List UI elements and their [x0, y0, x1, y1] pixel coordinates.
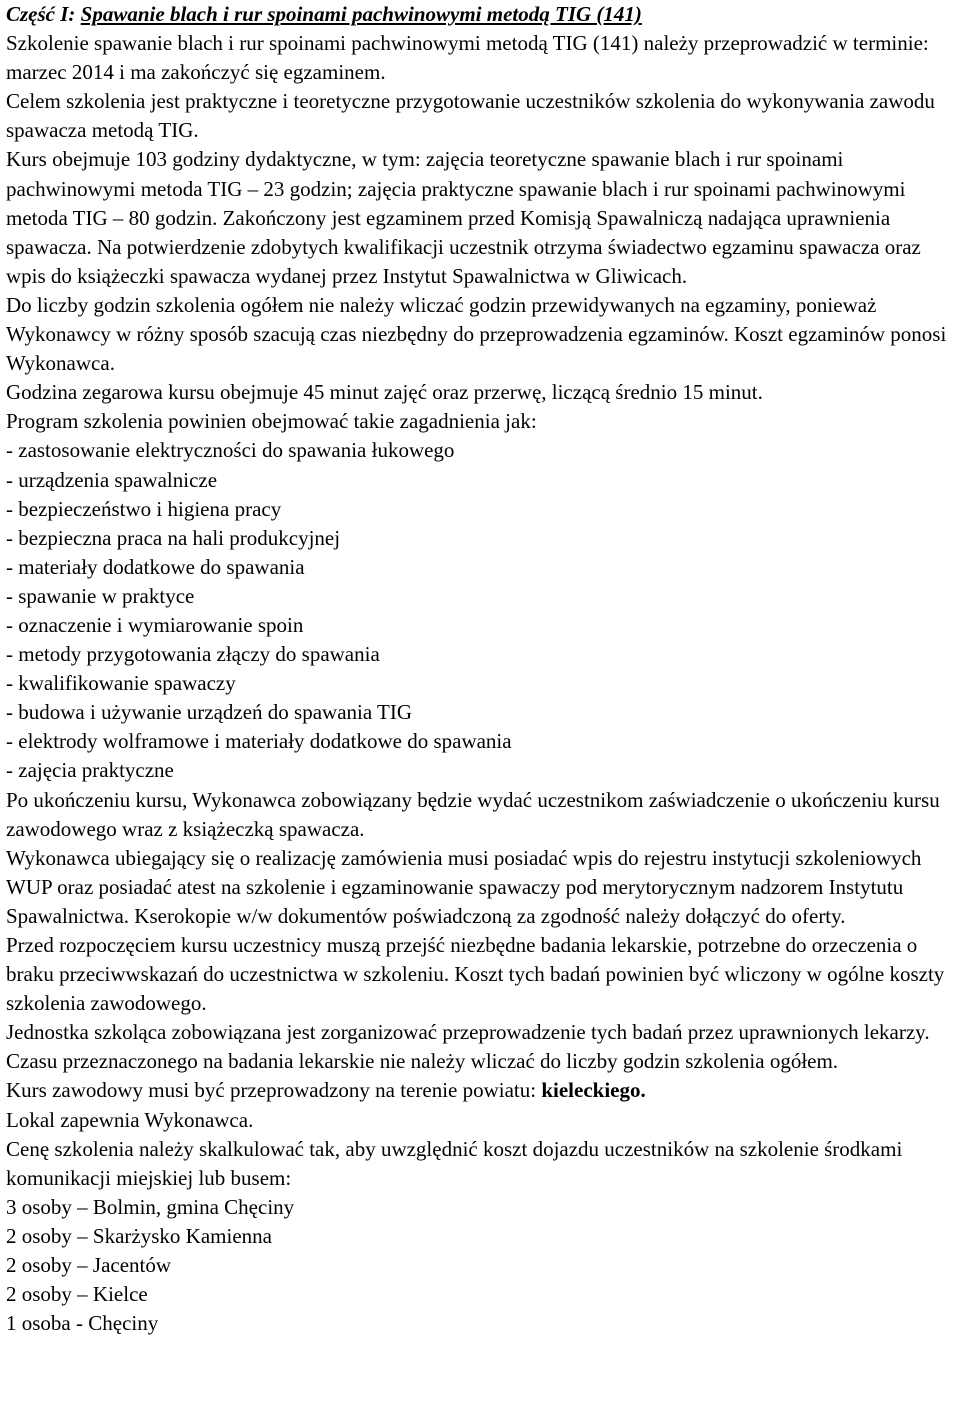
program-list-item: - kwalifikowanie spawaczy: [6, 671, 236, 696]
paragraph-schedule: Szkolenie spawanie blach i rur spoinami pachwinowymi metodą TIG (141) należy przeprowadzić w terminie: marzec 2014 i ma zakończyć się egzaminem.: [6, 31, 929, 85]
paragraph-exam-hours: Do liczby godzin szkolenia ogółem nie należy wliczać godzin przewidywanych na egzaminy, ponieważ Wykonawcy w różny sposób szacują czas niezbędny do przeprowadzenia egzaminów. Koszt egzaminów ponosi Wykonawca.: [6, 292, 947, 376]
program-list-item: - budowa i używanie urządzeń do spawania TIG: [6, 700, 413, 725]
location-county: kieleckiego.: [541, 1078, 646, 1103]
paragraph-requirements: Wykonawca ubiegający się o realizację zamówienia musi posiadać wpis do rejestru instytucji szkoleniowych WUP oraz posiadać atest na szkolenie i egzaminowanie spawaczy pod merytorycznym nadzorem Instytutu Spawalnictwa. Kserokopie w/w dokumentów poświadczoną za zgodność należy dołączyć do oferty.: [6, 845, 922, 928]
paragraph-travel-cost: Cenę szkolenia należy skalkulować tak, aby uwzględnić koszt dojazdu uczestników na szkolenie środkami komunikacji miejskiej lub busem:: [6, 1136, 903, 1190]
paragraph-goal: Celem szkolenia jest praktyczne i teoretyczne przygotowanie uczestników szkolenia do wykonywania zawodu spawacza metodą TIG.: [6, 89, 935, 143]
paragraph-clock-hour: Godzina zegarowa kursu obejmuje 45 minut zajęć oraz przerwę, liczącą średnio 15 minut.: [6, 380, 763, 405]
program-list-item: - metody przygotowania złączy do spawania: [6, 642, 380, 667]
paragraph-certificate: Po ukończeniu kursu, Wykonawca zobowiązany będzie wydać uczestnikom zaświadczenie o ukończeniu kursu zawodowego wraz z książeczką spawacza.: [6, 787, 940, 841]
location-text: Kurs zawodowy musi być przeprowadzony na terenie powiatu:: [6, 1078, 542, 1103]
participants-list-item: 2 osoby – Skarżysko Kamienna: [6, 1223, 272, 1248]
program-list-item: - zajęcia praktyczne: [6, 758, 174, 783]
participants-list-item: 1 osoba - Chęciny: [6, 1311, 159, 1336]
participants-list: [6, 1193, 958, 1338]
program-list: [6, 436, 958, 785]
participants-list-item: 2 osoby – Kielce: [6, 1282, 148, 1307]
participants-list-item: 2 osoby – Jacentów: [6, 1253, 172, 1278]
program-list-item: - oznaczenie i wymiarowanie spoin: [6, 612, 304, 637]
program-list-item: - elektrody wolframowe i materiały dodatkowe do spawania: [6, 729, 512, 754]
paragraph-medical-organization: Jednostka szkoląca zobowiązana jest zorganizować przeprowadzenie tych badań przez uprawnionych lekarzy. Czasu przeznaczonego na badania lekarskie nie należy wliczać do liczby godzin szkolenia ogółem.: [6, 1020, 930, 1074]
paragraph-hours: Kurs obejmuje 103 godziny dydaktyczne, w tym: zajęcia teoretyczne spawanie blach i rur spoinami pachwinowymi metoda TIG – 23 godzin; zajęcia praktyczne spawanie blach i rur spoinami pachwinowymi metoda TIG – 80 godzin. Zakończony jest egzaminem przed Komisją Spawalniczą nadająca uprawnienia spawacza. Na potwierdzenie zdobytych kwalifikacji uczestnik otrzyma świadectwo egzaminu spawacza oraz wpis do książeczki spawacza wydanej przez Instytut Spawalnictwa w Gliwicach.: [6, 147, 921, 288]
program-list-item: - bezpieczna praca na hali produkcyjnej: [6, 525, 341, 550]
program-list-item: - materiały dodatkowe do spawania: [6, 554, 305, 579]
section-heading: [6, 0, 958, 29]
section-heading-title: Spawanie blach i rur spoinami pachwinowymi metodą TIG (141): [80, 2, 642, 26]
program-list-item: - bezpieczeństwo i higiena pracy: [6, 496, 282, 521]
paragraph-program-intro: Program szkolenia powinien obejmować takie zagadnienia jak:: [6, 409, 537, 434]
section-heading-prefix: Część I:: [6, 2, 81, 26]
program-list-item: - zastosowanie elektryczności do spawania łukowego: [6, 438, 455, 463]
paragraph-medical: Przed rozpoczęciem kursu uczestnicy muszą przejść niezbędne badania lekarskie, potrzebne do orzeczenia o braku przeciwwskazań do uczestnictwa w szkoleniu. Koszt tych badań powinien być wliczony w ogólne koszty szkolenia zawodowego.: [6, 933, 945, 1016]
document-body: [6, 0, 958, 1338]
paragraph-location: [6, 1076, 958, 1105]
program-list-item: - urządzenia spawalnicze: [6, 467, 218, 492]
paragraph-venue: Lokal zapewnia Wykonawca.: [6, 1107, 254, 1132]
participants-list-item: 3 osoby – Bolmin, gmina Chęciny: [6, 1194, 295, 1219]
program-list-item: - spawanie w praktyce: [6, 583, 195, 608]
